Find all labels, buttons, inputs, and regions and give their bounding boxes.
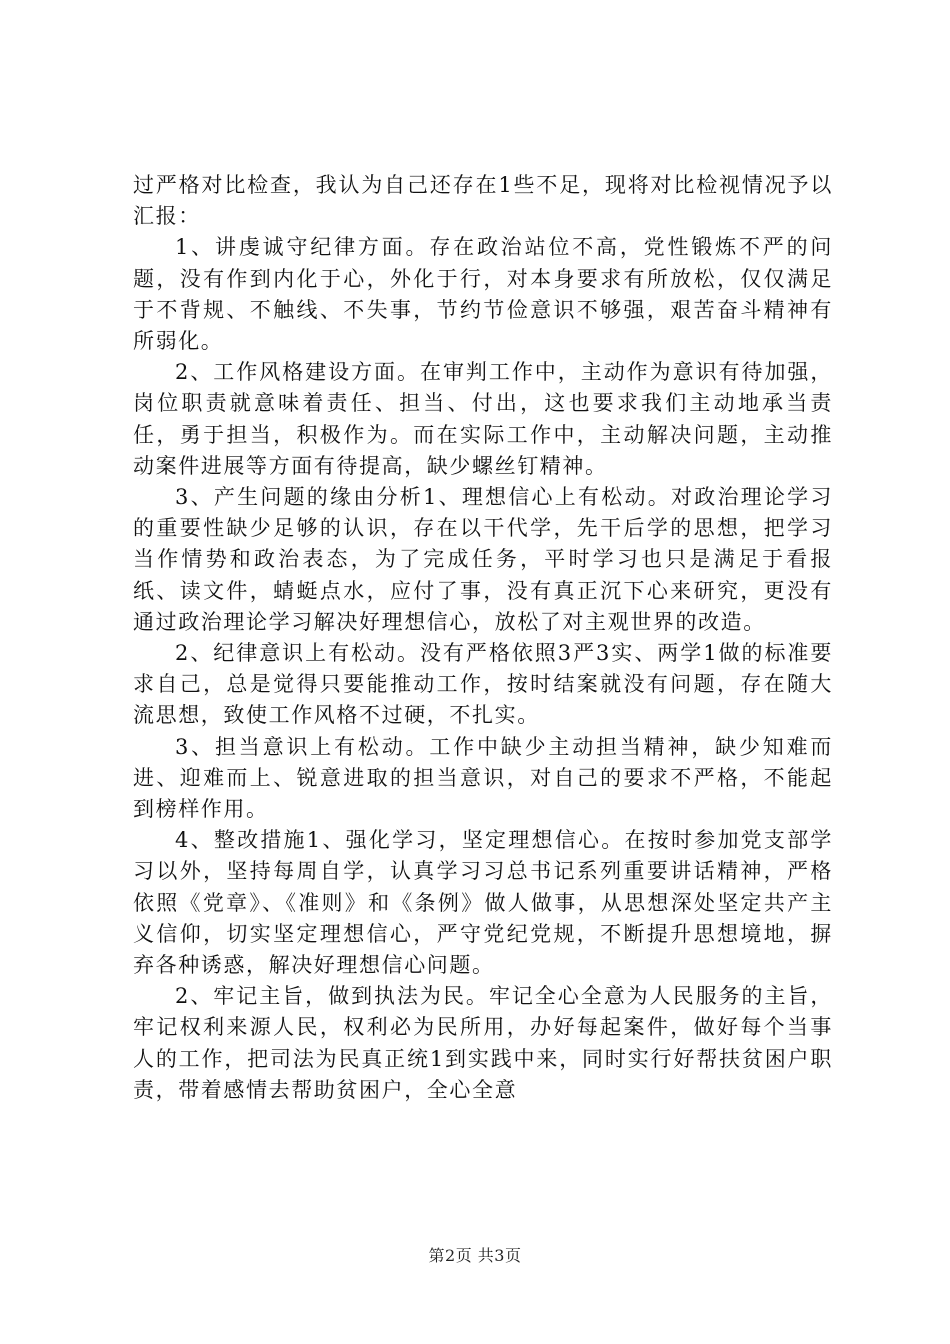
page-number-footer: 第2页 共3页: [428, 1246, 522, 1265]
paragraph-rectification: 4、整改措施1、强化学习，坚定理想信心。在按时参加党支部学习以外，坚持每周自学，认真学习习总书记系列重要讲话精神，严格依照《党章》、《准则》和《条例》做人做事，从思想深处坚定共产主义信仰，切实坚定理想信心，严守党纪党规，不断提升思想境地，摒弃各种诱惑，解决好理想信心问题。: [133, 828, 833, 978]
paragraph-discipline: 1、讲虔诚守纪律方面。存在政治站位不高，党性锻炼不严的问题，没有作到内化于心，外化于行，对本身要求有所放松，仅仅满足于不背规、不触线、不失事，节约节俭意识不够强，艰苦奋斗精神有所弱化。: [133, 235, 833, 354]
paragraph-discipline-awareness: 2、纪律意识上有松动。没有严格依照3严3实、两学1做的标准要求自己，总是觉得只要能推动工作，按时结案就没有问题，存在随大流思想，致使工作风格不过硬，不扎实。: [133, 641, 833, 728]
paragraph-intro: 过严格对比检查，我认为自己还存在1些不足，现将对比检视情况予以汇报：: [133, 173, 833, 229]
paragraph-work-style: 2、工作风格建设方面。在审判工作中，主动作为意识有待加强，岗位职责就意味着责任、担当、付出，这也要求我们主动地承当责任，勇于担当，积极作为。而在实际工作中，主动解决问题，主动推动案件进展等方面有待提高，缺少螺丝钉精神。: [133, 360, 833, 478]
document-body: [133, 170, 833, 1106]
paragraph-responsibility: 3、担当意识上有松动。工作中缺少主动担当精神，缺少知难而进、迎难而上、锐意进取的担当意识，对自己的要求不严格，不能起到榜样作用。: [133, 734, 833, 822]
paragraph-serve-people: 2、牢记主旨，做到执法为民。牢记全心全意为人民服务的主旨，牢记权利来源人民，权利必为民所用，办好每起案件，做好每个当事人的工作，把司法为民真正统1到实践中来，同时实行好帮扶贫困户职责，带着感情去帮助贫困户，全心全意: [133, 984, 833, 1102]
paragraph-cause-analysis: 3、产生问题的缘由分析1、理想信心上有松动。对政治理论学习的重要性缺少足够的认识，存在以干代学，先干后学的思想，把学习当作情势和政治表态，为了完成任务，平时学习也只是满足于看报纸、读文件，蜻蜓点水，应付了事，没有真正沉下心来研究，更没有通过政治理论学习解决好理想信心，放松了对主观世界的改造。: [133, 485, 833, 634]
